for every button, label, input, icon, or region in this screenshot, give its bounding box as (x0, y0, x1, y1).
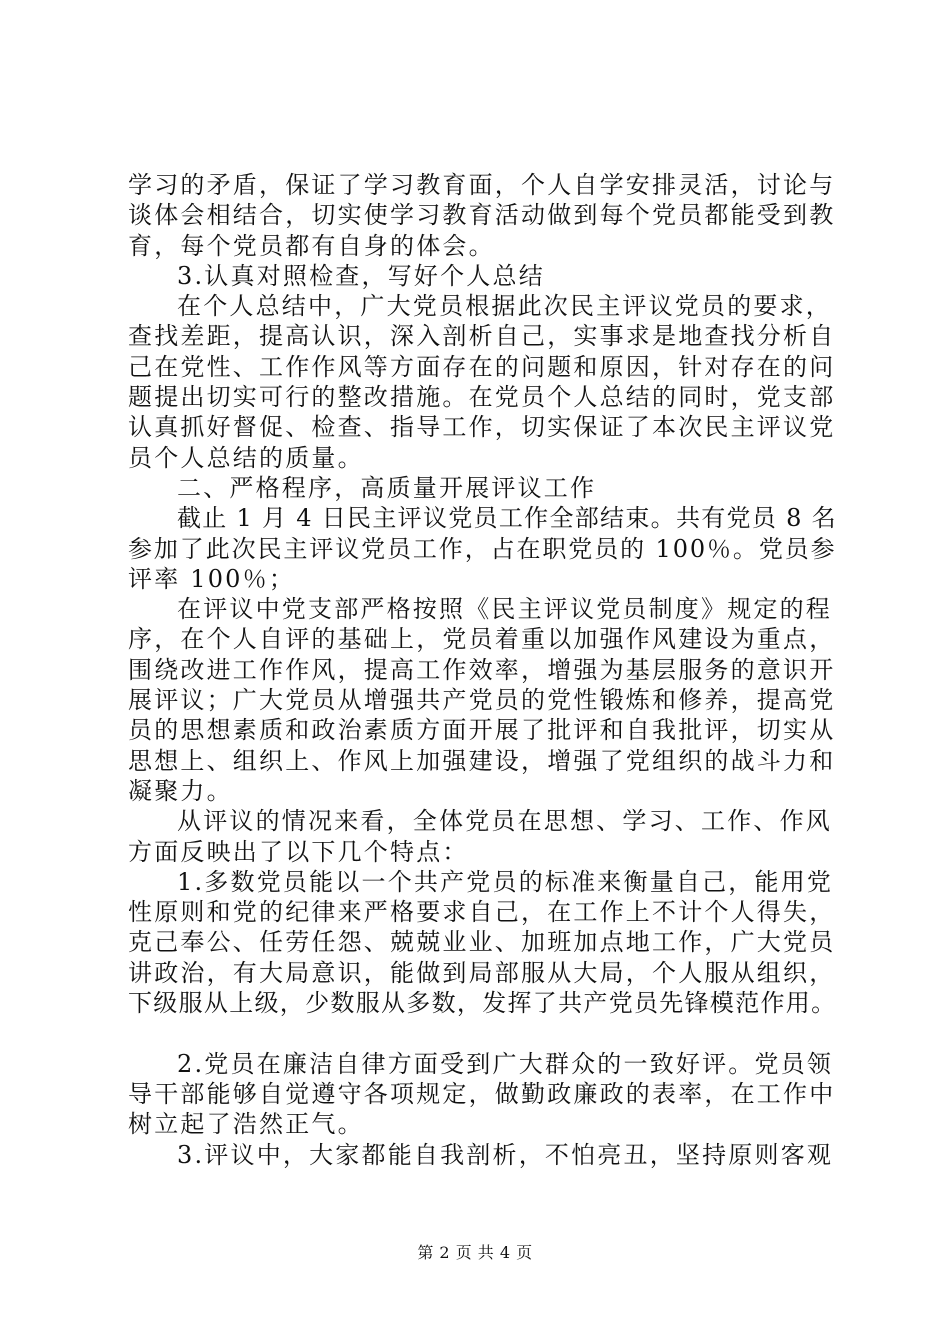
text-line: 2.党员在廉洁自律方面受到广大群众的一致好评。党员领 (177, 1049, 834, 1078)
text-line: 题提出切实可行的整改措施。在党员个人总结的同时，党支部 (128, 383, 836, 412)
text-line: 方面反映出了以下几个特点： (128, 837, 469, 866)
document-body (128, 170, 840, 1170)
text-line: 评率 100％； (128, 564, 296, 593)
text-line: 育，每个党员都有自身的体会。 (128, 231, 495, 260)
text-line: 认真抓好督促、检查、指导工作，切实保证了本次民主评议党 (128, 413, 836, 442)
text-line: 参加了此次民主评议党员工作，占在职党员的 100％。党员参 (128, 534, 837, 563)
text-line: 员的思想素质和政治素质方面开展了批评和自我批评，切实从 (128, 716, 836, 745)
text-line: 展评议；广大党员从增强共产党员的党性锻炼和修养，提高党 (128, 686, 836, 715)
page-footer (0, 1243, 950, 1263)
text-line: 截止 1 月 4 日民主评议党员工作全部结束。共有党员 8 名 (177, 504, 837, 533)
blank-line (128, 1018, 840, 1048)
text-line: 下级服从上级，少数服从多数，发挥了共产党员先锋模范作用。 (128, 989, 837, 1018)
text-line: 谈体会相结合，切实使学习教育活动做到每个党员都能受到教 (128, 201, 836, 230)
text-line: 己在党性、工作作风等方面存在的问题和原因，针对存在的问 (128, 352, 836, 381)
section-heading: 二、严格程序，高质量开展评议工作 (177, 473, 597, 502)
text-line: 员个人总结的质量。 (128, 443, 364, 472)
text-line: 围绕改进工作作风，提高工作效率，增强为基层服务的意识开 (128, 655, 836, 684)
text-line: 学习的矛盾，保证了学习教育面，个人自学安排灵活，讨论与 (128, 171, 836, 199)
text-line: 3.评议中，大家都能自我剖析，不怕亮丑，坚持原则客观 (177, 1140, 834, 1169)
text-line: 查找差距，提高认识，深入剖析自己，实事求是地查找分析自 (128, 322, 836, 351)
text-line: 克己奉公、任劳任怨、兢兢业业、加班加点地工作，广大党员 (128, 928, 836, 957)
text-line: 1.多数党员能以一个共产党员的标准来衡量自己，能用党 (177, 867, 834, 896)
text-line: 序，在个人自评的基础上，党员着重以加强作风建设为重点， (128, 625, 836, 654)
page-number-info: 第 2 页 共 4 页 (417, 1243, 533, 1262)
text-line: 树立起了浩然正气。 (128, 1110, 364, 1139)
text-line: 性原则和党的纪律来严格要求自己，在工作上不计个人得失， (128, 898, 836, 927)
text-line: 导干部能够自觉遵守各项规定，做勤政廉政的表率，在工作中 (128, 1079, 836, 1108)
text-line: 凝聚力。 (128, 776, 233, 805)
text-line: 在评议中党支部严格按照《民主评议党员制度》规定的程 (177, 595, 832, 624)
text-line: 思想上、组织上、作风上加强建设，增强了党组织的战斗力和 (128, 746, 836, 775)
section-heading: 3.认真对照检查，写好个人总结 (177, 261, 545, 290)
text-line: 从评议的情况来看，全体党员在思想、学习、工作、作风 (177, 807, 832, 836)
text-line: 讲政治，有大局意识，能做到局部服从大局，个人服从组织， (128, 958, 836, 987)
text-line: 在个人总结中，广大党员根据此次民主评议党员的要求， (177, 292, 832, 321)
